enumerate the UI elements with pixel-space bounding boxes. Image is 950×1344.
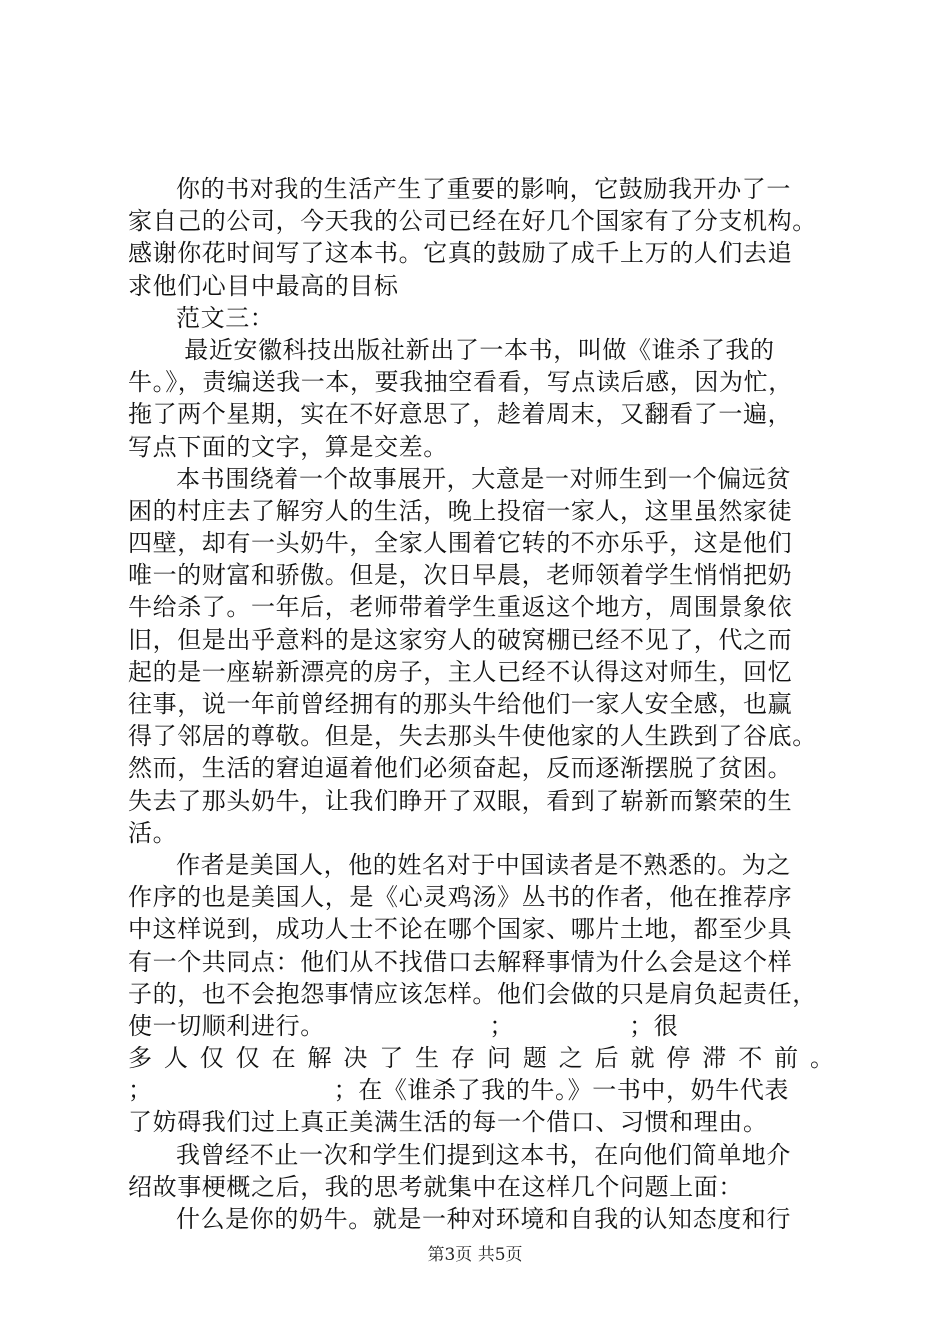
- paragraph-line: 作序的也是美国人，是《心灵鸡汤》丛书的作者，他在推荐序: [128, 883, 793, 912]
- page-number-footer: 第3页 共5页: [427, 1245, 523, 1265]
- paragraph-line: 牛给杀了。一年后，老师带着学生重返这个地方，周围景象依: [128, 593, 793, 622]
- paragraph-line: 牛。》，责编送我一本，要我抽空看看，写点读后感，因为忙，: [128, 368, 793, 397]
- paragraph-line: 然而，生活的窘迫逼着他们必须奋起，反而逐渐摆脱了贫困。: [128, 754, 793, 783]
- paragraph-line: 写点下面的文字，算是交差。: [128, 432, 448, 461]
- paragraph-line: 绍故事梗概之后，我的思考就集中在这样几个问题上面：: [128, 1172, 743, 1201]
- paragraph-line: 四壁，却有一头奶牛，全家人围着它转的不亦乐乎，这是他们: [128, 529, 793, 558]
- section-heading: 范文三：: [176, 303, 275, 332]
- document-body: [128, 173, 834, 1235]
- paragraph-line: 起的是一座崭新漂亮的房子，主人已经不认得这对师生，回忆: [128, 657, 793, 686]
- paragraph-line: 困的村庄去了解穷人的生活，晚上投宿一家人，这里虽然家徒: [128, 496, 793, 525]
- paragraph-line: 失去了那头奶牛，让我们睁开了双眼，看到了崭新而繁荣的生: [128, 786, 793, 815]
- paragraph-line: 使一切顺利进行。 ； ；很: [128, 1011, 679, 1040]
- paragraph-line: 中这样说到，成功人士不论在哪个国家、哪片土地，都至少具: [128, 915, 793, 944]
- paragraph-line: 本书围绕着一个故事展开，大意是一对师生到一个偏远贫: [176, 464, 791, 493]
- paragraph-line: 最近安徽科技出版社新出了一本书，叫做《谁杀了我的: [176, 335, 775, 364]
- paragraph-line: 多 人 仅 仅 在 解 决 了 生 存 问 题 之 后 就 停 滞 不 前 。: [128, 1044, 834, 1073]
- paragraph-line: 活。: [128, 818, 178, 847]
- paragraph-line: 求他们心目中最高的目标: [128, 271, 399, 300]
- paragraph-line: 拖了两个星期，实在不好意思了，趁着周末，又翻看了一遍，: [128, 400, 793, 429]
- paragraph-line: 你的书对我的生活产生了重要的影响，它鼓励我开办了一: [176, 175, 791, 203]
- paragraph-line: 作者是美国人，他的姓名对于中国读者是不熟悉的。为之: [176, 850, 791, 879]
- paragraph-line: 旧，但是出乎意料的是这家穷人的破窝棚已经不见了，代之而: [128, 625, 793, 654]
- paragraph-line: 我曾经不止一次和学生们提到这本书，在向他们简单地介: [176, 1140, 791, 1169]
- paragraph-line: ； ；在《谁杀了我的牛。》一书中，奶牛代表: [128, 1076, 790, 1105]
- paragraph-line: 什么是你的奶牛。就是一种对环境和自我的认知态度和行: [176, 1205, 791, 1233]
- paragraph-line: 子的，也不会抱怨事情应该怎样。他们会做的只是肩负起责任，: [128, 979, 817, 1008]
- paragraph-line: 得了邻居的尊敬。但是，失去那头牛使他家的人生跌到了谷底。: [128, 722, 817, 751]
- paragraph-line: 有一个共同点：他们从不找借口去解释事情为什么会是这个样: [128, 947, 793, 976]
- paragraph-line: 家自己的公司，今天我的公司已经在好几个国家有了分支机构。: [128, 207, 817, 236]
- paragraph-line: 了妨碍我们过上真正美满生活的每一个借口、习惯和理由。: [128, 1108, 768, 1137]
- paragraph-line: 往事，说一年前曾经拥有的那头牛给他们一家人安全感，也赢: [128, 690, 793, 718]
- paragraph-line: 感谢你花时间写了这本书。它真的鼓励了成千上万的人们去追: [128, 239, 793, 268]
- paragraph-line: 唯一的财富和骄傲。但是，次日早晨，老师领着学生悄悄把奶: [128, 561, 793, 590]
